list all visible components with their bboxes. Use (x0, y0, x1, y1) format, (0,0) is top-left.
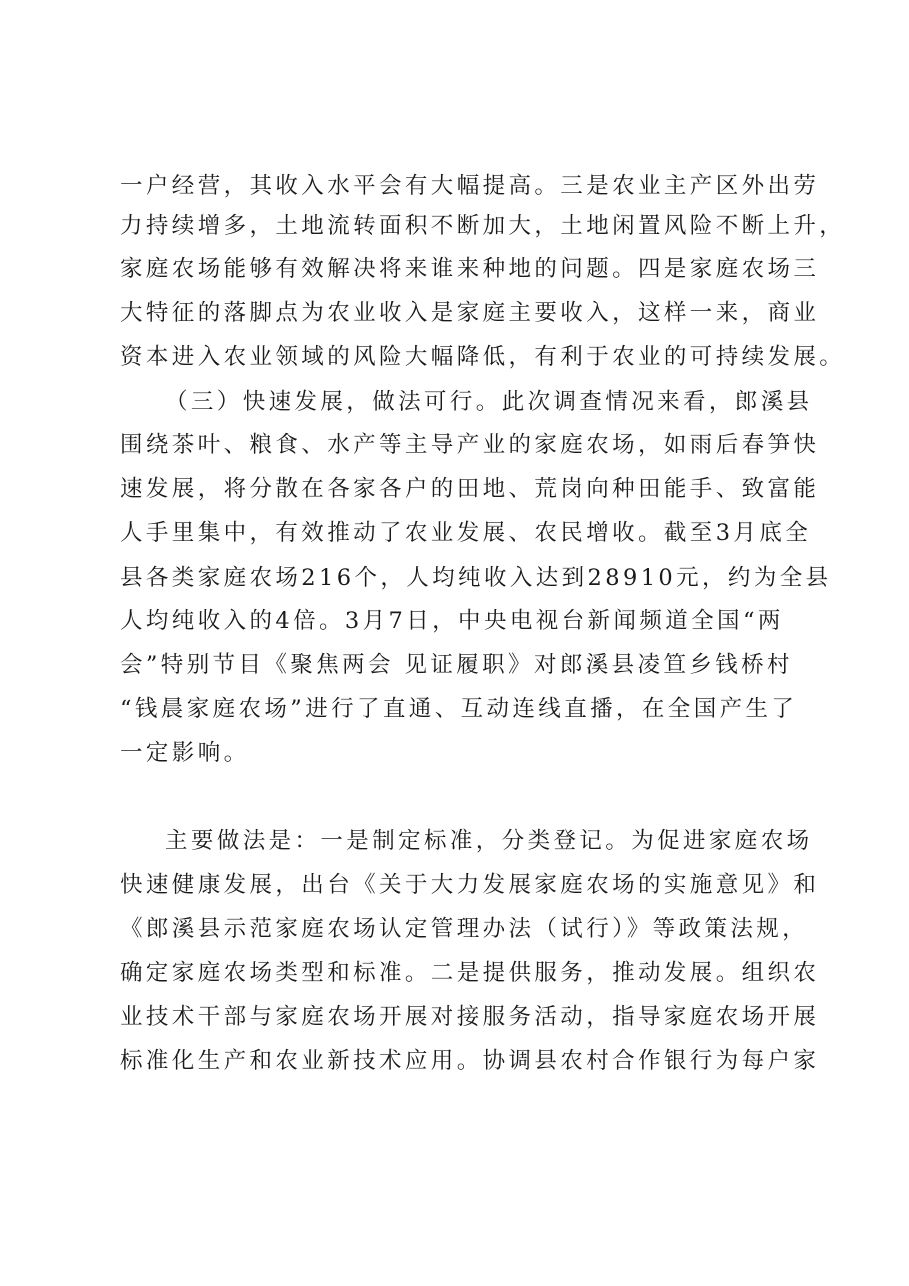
paragraph-line: 业技术干部与家庭农场开展对接服务活动，指导家庭农场开展 (120, 1004, 820, 1030)
paragraph-line: 确定家庭农场类型和标准。二是提供服务，推动发展。组织农 (120, 960, 820, 986)
paragraph-line: 一户经营，其收入水平会有大幅提高。三是农业主产区外出劳 (120, 173, 820, 199)
paragraph-line: 围绕茶叶、粮食、水产等主导产业的家庭农场，如雨后春笋快 (120, 432, 820, 458)
paragraph-line: 力持续增多，土地流转面积不断加大，土地闲置风险不断上升， (120, 213, 846, 239)
paragraph-line: 快速健康发展，出台《关于大力发展家庭农场的实施意见》和 (120, 872, 820, 898)
paragraph-line: 标准化生产和农业新技术应用。协调县农村合作银行为每户家 (120, 1048, 820, 1074)
paragraph-line: 家庭农场能够有效解决将来谁来种地的问题。四是家庭农场三 (120, 256, 820, 282)
paragraph-line: 人均纯收入的4倍。3月7日，中央电视台新闻频道全国“两 (120, 608, 784, 634)
paragraph-line: 速发展，将分散在各家各户的田地、荒岗向种田能手、致富能 (120, 476, 820, 502)
section-heading-line: （三）快速发展，做法可行。此次调查情况来看，郎溪县 (165, 389, 813, 415)
paragraph-line: 大特征的落脚点为农业收入是家庭主要收入，这样一来，商业 (120, 300, 820, 326)
paragraph-line: 县各类家庭农场216个，人均纯收入达到28910元，约为全县 (120, 565, 832, 591)
paragraph-line: 会”特别节目《聚焦两会 见证履职》对郎溪县凌笪乡钱桥村 (120, 652, 793, 678)
paragraph-line: 人手里集中，有效推动了农业发展、农民增收。截至3月底全 (120, 520, 812, 546)
paragraph-first-line: 主要做法是：一是制定标准，分类登记。为促进家庭农场 (165, 828, 813, 854)
paragraph-line: 资本进入农业领域的风险大幅降低，有利于农业的可持续发展。 (120, 344, 846, 370)
paragraph-line: “钱晨家庭农场”进行了直通、互动连线直播，在全国产生了 (120, 696, 798, 722)
paragraph-line: 《郎溪县示范家庭农场认定管理办法（试行）》等政策法规， (120, 916, 809, 942)
paragraph-line: 一定影响。 (120, 740, 250, 766)
